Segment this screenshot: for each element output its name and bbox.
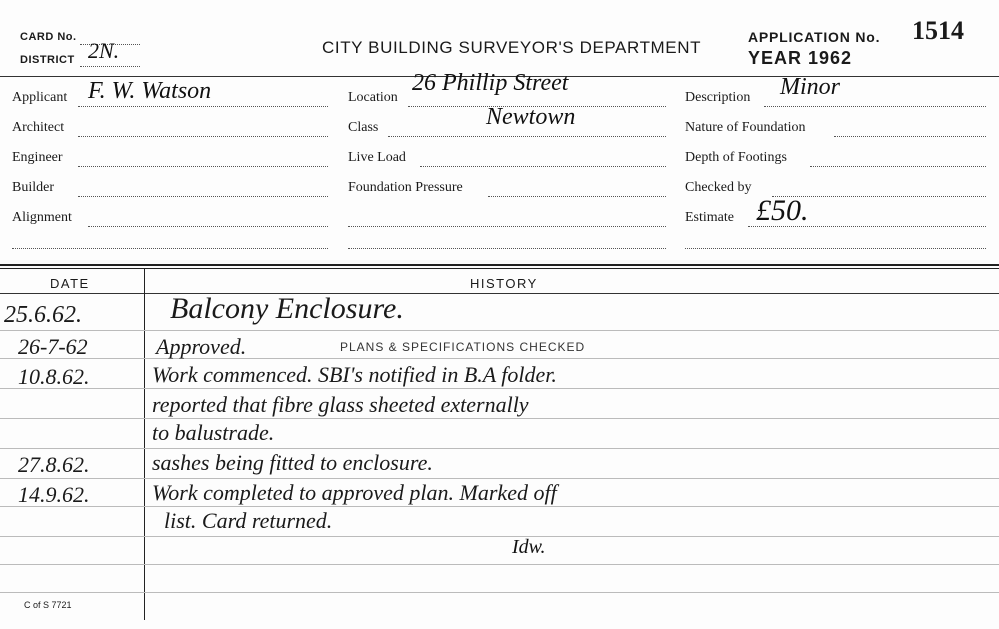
foundation-pressure-label: Foundation Pressure bbox=[348, 180, 463, 195]
history-text: Work commenced. SBI's notified in B.A folder. bbox=[152, 362, 557, 387]
live-load-line bbox=[420, 166, 666, 167]
right-blank-line bbox=[685, 248, 986, 249]
ruled-line bbox=[0, 478, 999, 479]
history-text: reported that fibre glass sheeted externally bbox=[152, 392, 529, 417]
history-date: 14.9.62. bbox=[18, 482, 90, 507]
live-load-label: Live Load bbox=[348, 150, 406, 165]
district-value: 2N. bbox=[88, 38, 120, 63]
applicant-line bbox=[78, 106, 328, 107]
history-text: Work completed to approved plan. Marked off bbox=[152, 480, 557, 505]
history-date: 26-7-62 bbox=[18, 334, 88, 359]
architect-label: Architect bbox=[12, 120, 65, 135]
depth-of-footings-label: Depth of Footings bbox=[685, 150, 787, 165]
date-column-divider bbox=[144, 268, 145, 620]
nature-of-foundation-label: Nature of Foundation bbox=[685, 120, 806, 135]
history-rule-top bbox=[0, 264, 999, 266]
application-no-label: APPLICATION No. bbox=[748, 29, 881, 45]
class-line bbox=[388, 136, 666, 137]
application-number: 1514 bbox=[912, 16, 964, 45]
district-line bbox=[80, 66, 140, 67]
card-no-label: CARD No. bbox=[20, 31, 77, 43]
middle-blank-line-2 bbox=[348, 248, 666, 249]
ruled-line bbox=[0, 448, 999, 449]
ruled-line bbox=[0, 536, 999, 537]
location-value-2: Newtown bbox=[486, 104, 576, 130]
middle-blank-line bbox=[348, 226, 666, 227]
location-value: 26 Phillip Street bbox=[412, 70, 569, 96]
date-header: DATE bbox=[50, 276, 90, 291]
ruled-line bbox=[0, 592, 999, 593]
history-text: sashes being fitted to enclosure. bbox=[152, 450, 433, 475]
nature-line bbox=[834, 136, 986, 137]
alignment-label: Alignment bbox=[12, 210, 72, 225]
history-date: 10.8.62. bbox=[18, 364, 90, 389]
year-label: YEAR 1962 bbox=[748, 48, 853, 68]
history-text: Approved. bbox=[156, 334, 247, 359]
builder-label: Builder bbox=[12, 180, 54, 195]
estimate-value: £50. bbox=[756, 194, 809, 227]
department-title: CITY BUILDING SURVEYOR'S DEPARTMENT bbox=[322, 38, 702, 57]
description-line bbox=[764, 106, 986, 107]
history-text: list. Card returned. bbox=[164, 508, 333, 533]
alignment-line-2 bbox=[12, 248, 328, 249]
description-label: Description bbox=[685, 90, 751, 105]
history-header: HISTORY bbox=[470, 276, 538, 291]
estimate-label: Estimate bbox=[685, 210, 734, 225]
foundation-pressure-line bbox=[488, 196, 666, 197]
engineer-label: Engineer bbox=[12, 150, 63, 165]
engineer-line bbox=[78, 166, 328, 167]
depth-line bbox=[810, 166, 986, 167]
applicant-label: Applicant bbox=[12, 90, 68, 105]
architect-line bbox=[78, 136, 328, 137]
history-text: Balcony Enclosure. bbox=[170, 292, 404, 325]
ruled-line bbox=[0, 564, 999, 565]
description-value: Minor bbox=[780, 74, 840, 100]
history-rule-top-2 bbox=[0, 268, 999, 269]
initials: Idw. bbox=[512, 536, 546, 558]
applicant-value: F. W. Watson bbox=[88, 78, 212, 104]
location-label: Location bbox=[348, 90, 398, 105]
history-text: to balustrade. bbox=[152, 420, 275, 445]
ruled-line bbox=[0, 330, 999, 331]
alignment-line bbox=[88, 226, 328, 227]
form-code: C of S 7721 bbox=[24, 600, 72, 610]
checked-by-label: Checked by bbox=[685, 180, 752, 195]
checked-stamp: PLANS & SPECIFICATIONS CHECKED bbox=[340, 340, 586, 354]
history-date: 25.6.62. bbox=[4, 302, 82, 328]
class-label: Class bbox=[348, 120, 379, 135]
builder-line bbox=[78, 196, 328, 197]
ruled-line bbox=[0, 418, 999, 419]
history-header-rule bbox=[0, 293, 999, 294]
district-label: DISTRICT bbox=[20, 54, 75, 66]
history-date: 27.8.62. bbox=[18, 452, 90, 477]
